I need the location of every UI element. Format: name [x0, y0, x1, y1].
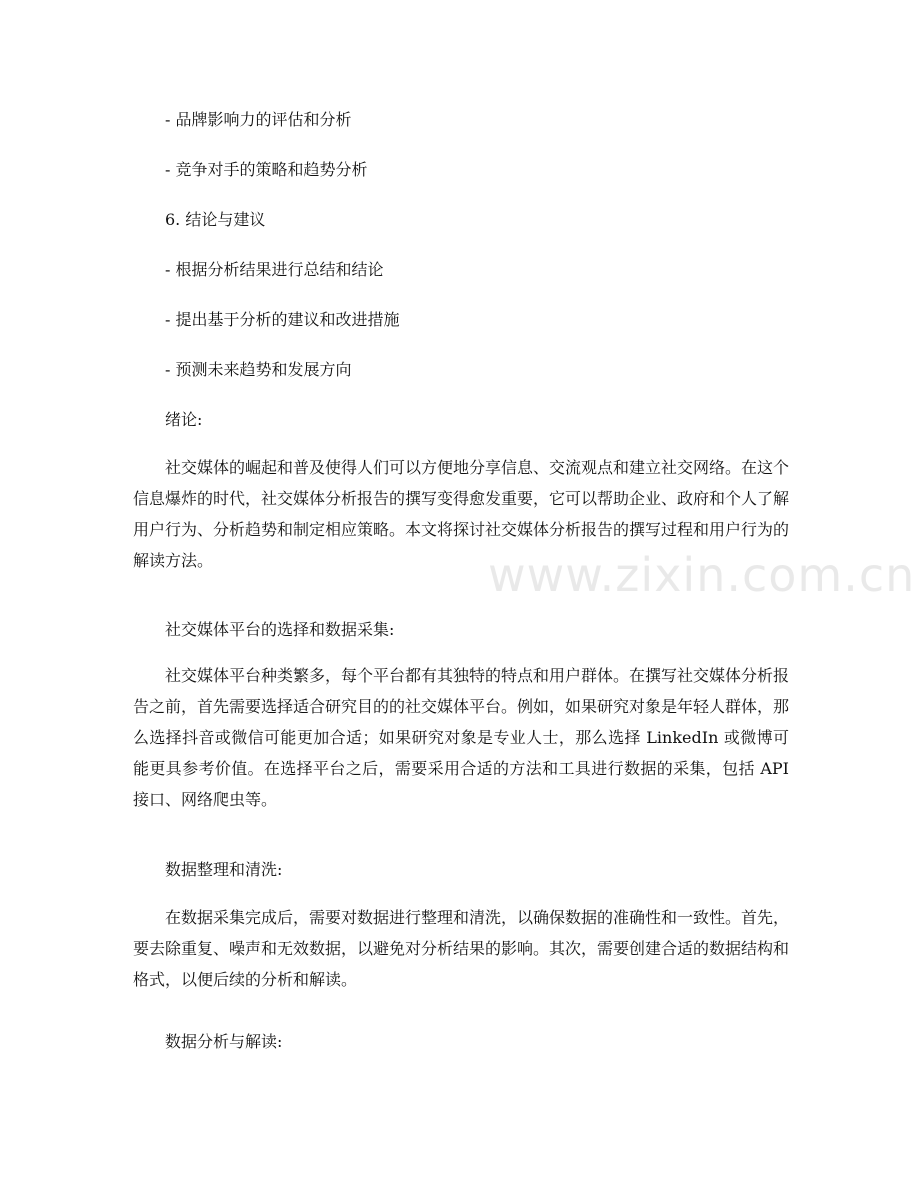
cleaning-paragraph: 在数据采集完成后，需要对数据进行整理和清洗，以确保数据的准确性和一致性。首先，要去除重复、噪声和无效数据，以避免对分析结果的影响。其次，需要创建合适的数据结构和格式，以便后续的分析和解读。 [133, 908, 790, 989]
bullet-brand-influence: - 品牌影响力的评估和分析 [165, 110, 352, 129]
bullet-competitor-analysis: - 竞争对手的策略和趋势分析 [165, 160, 368, 179]
intro-heading: 绪论: [165, 410, 203, 429]
platform-heading: 社交媒体平台的选择和数据采集: [165, 620, 395, 639]
cleaning-heading: 数据整理和清洗: [165, 860, 283, 879]
analysis-heading: 数据分析与解读: [165, 1032, 283, 1051]
bullet-prediction: - 预测未来趋势和发展方向 [165, 360, 352, 379]
bullet-summary: - 根据分析结果进行总结和结论 [165, 260, 384, 279]
intro-paragraph: 社交媒体的崛起和普及使得人们可以方便地分享信息、交流观点和建立社交网络。在这个信息爆炸的时代，社交媒体分析报告的撰写变得愈发重要，它可以帮助企业、政府和个人了解用户行为、分析趋势和制定相应策略。本文将探讨社交媒体分析报告的撰写过程和用户行为的解读方法。 [133, 458, 790, 570]
watermark: www.zixin.com.cn [488, 548, 916, 602]
bullet-suggestions: - 提出基于分析的建议和改进措施 [165, 310, 400, 329]
platform-paragraph: 社交媒体平台种类繁多，每个平台都有其独特的特点和用户群体。在撰写社交媒体分析报告之前，首先需要选择适合研究目的的社交媒体平台。例如，如果研究对象是年轻人群体，那么选择抖音或微信可能更加合适；如果研究对象是专业人士，那么选择 LinkedIn 或微博可能更具参考价值。在选择平台之后，需要采用合适的方法和工具进行数据的采集，包括 API 接口、网络爬虫等。 [133, 666, 790, 809]
section-heading-conclusion: 6. 结论与建议 [165, 210, 266, 229]
